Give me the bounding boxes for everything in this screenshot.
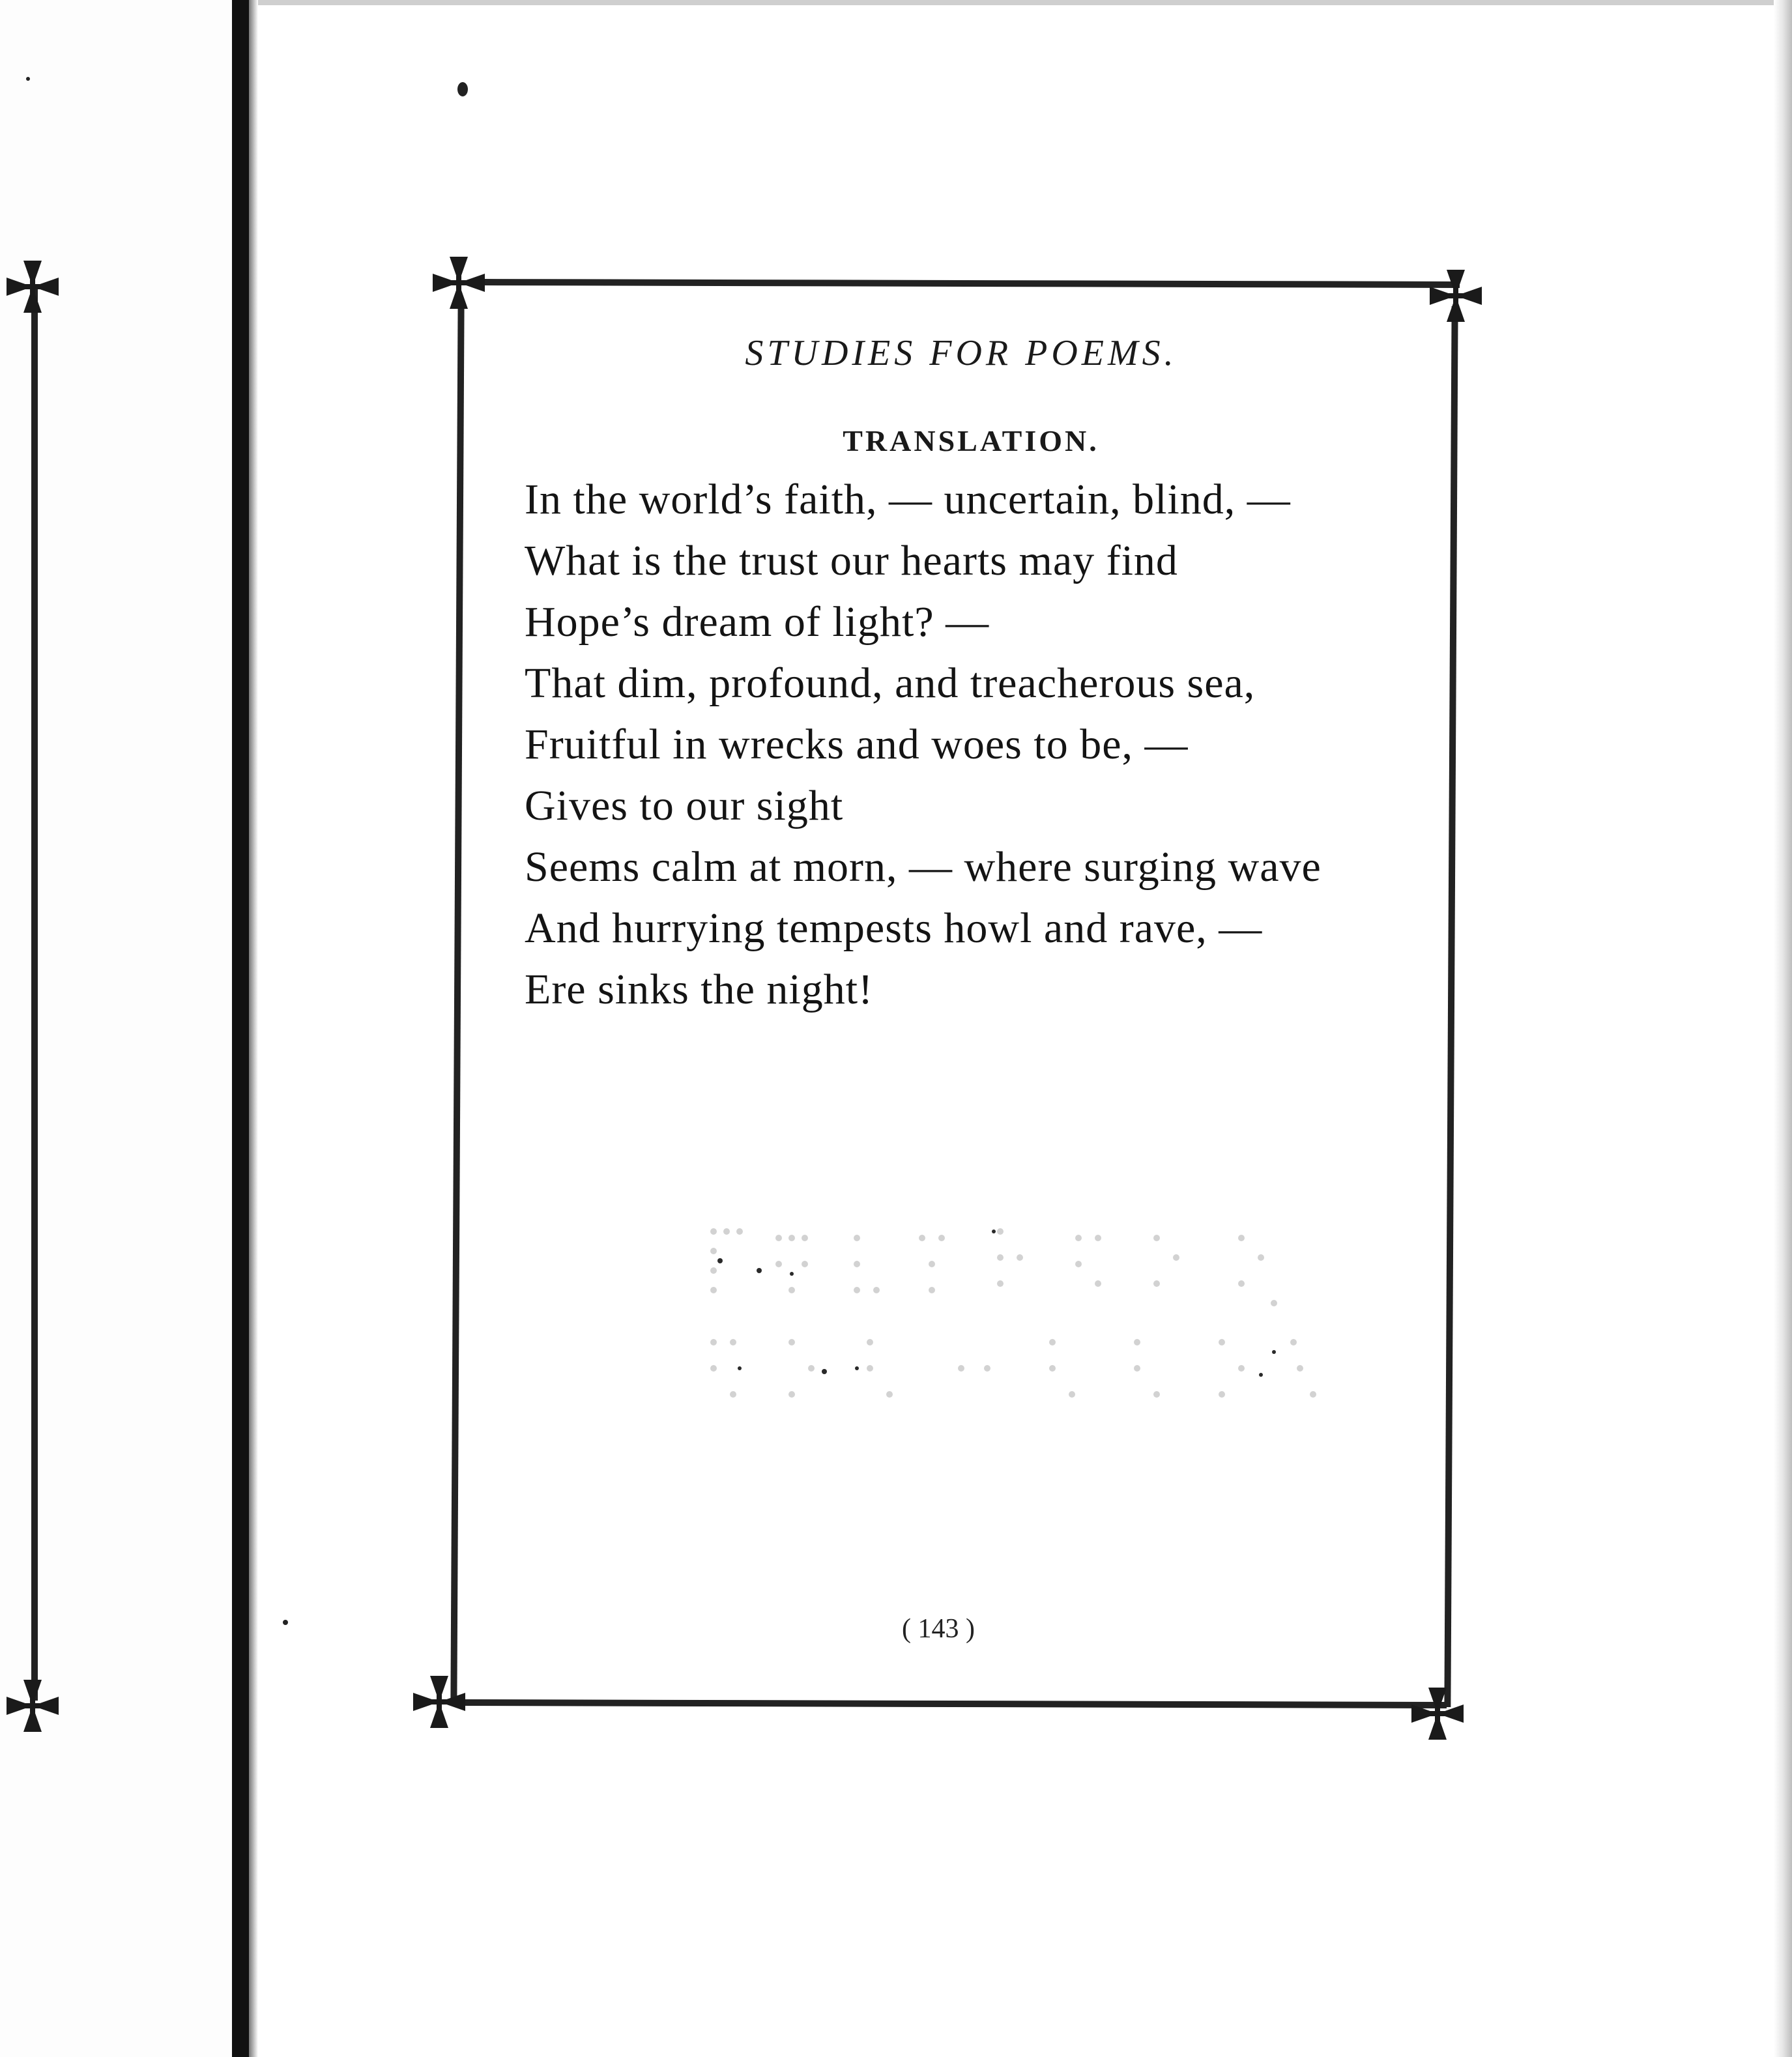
poem-title: TRANSLATION. — [843, 424, 1099, 457]
maltese-cross-icon — [5, 259, 60, 314]
frame-top-rule — [482, 279, 1460, 288]
poem-line: Gives to our sight — [525, 782, 844, 829]
poem-line: And hurrying tempests howl and rave, — — [525, 904, 1263, 952]
maltese-cross-icon — [1428, 268, 1483, 323]
poem-line: Hope’s dream of light? — — [525, 598, 990, 646]
maltese-cross-icon — [431, 255, 486, 310]
poem-body — [525, 469, 1437, 1020]
poem-line: That dim, profound, and treacherous sea, — [525, 659, 1256, 707]
scan-speck — [457, 82, 468, 96]
poem-line: What is the trust our hearts may find — [525, 537, 1178, 584]
scan-speck — [26, 77, 30, 81]
page-edge — [1774, 0, 1792, 2057]
top-edge — [258, 0, 1774, 5]
perforation-stamp — [687, 1212, 1339, 1433]
frame-bottom-rule — [456, 1699, 1447, 1708]
poem-line: Fruitful in wrecks and woes to be, — — [525, 721, 1189, 768]
frame-right-rule — [1444, 306, 1458, 1707]
maltese-cross-icon — [412, 1675, 467, 1729]
frame-left-rule — [450, 300, 464, 1701]
maltese-cross-icon — [5, 1678, 60, 1733]
poem-line: Ere sinks the night! — [525, 966, 874, 1013]
running-header: STUDIES FOR POEMS. — [745, 333, 1178, 373]
facing-frame-rule — [31, 287, 38, 1701]
poem-line: Seems calm at morn, — where surging wave — [525, 843, 1322, 891]
book-gutter — [232, 0, 249, 2057]
poem-line: In the world’s faith, — uncertain, blind, — — [525, 476, 1291, 523]
maltese-cross-icon — [1410, 1686, 1465, 1741]
page-number: ( 143 ) — [902, 1614, 975, 1644]
gutter-shadow — [249, 0, 258, 2057]
scan-speck — [283, 1620, 288, 1625]
